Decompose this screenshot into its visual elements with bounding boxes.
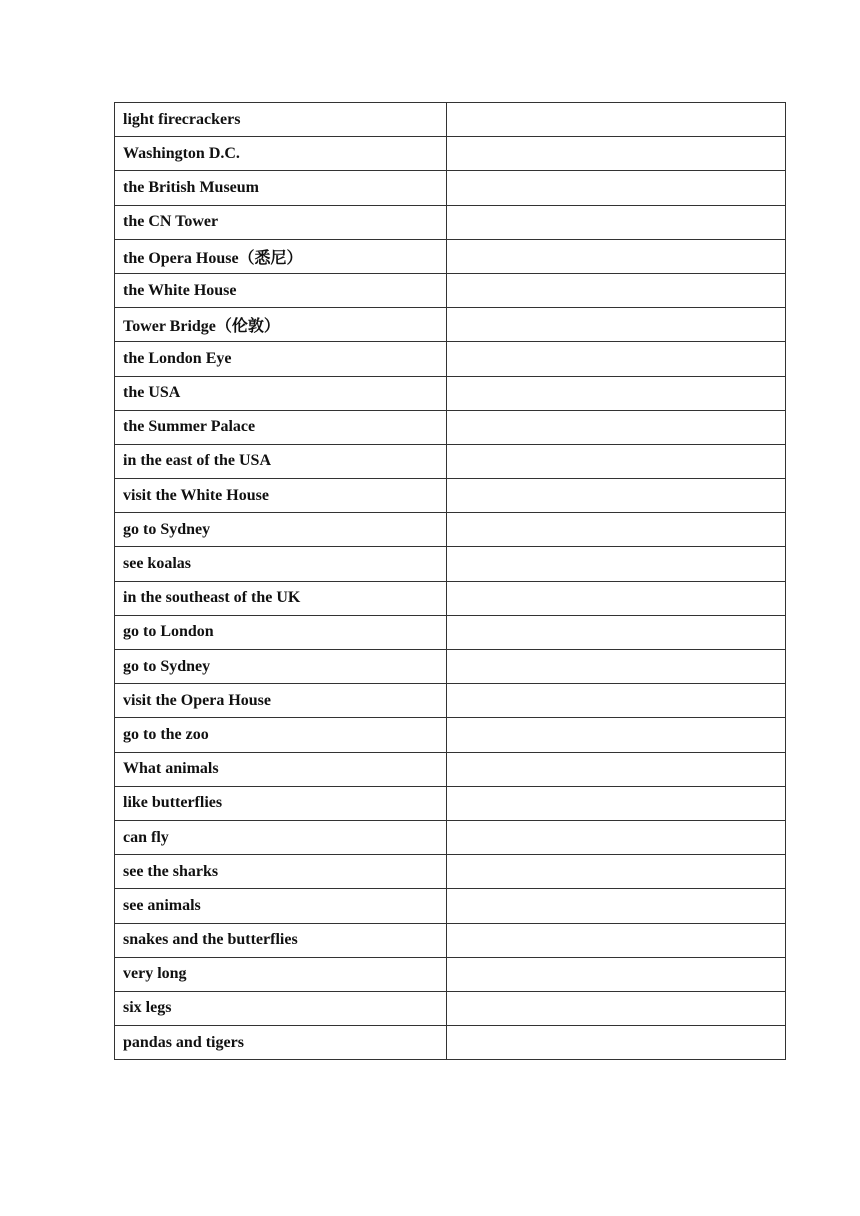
table-row: [115, 581, 786, 615]
answer-cell[interactable]: [447, 786, 786, 820]
phrase-cell: see animals: [115, 889, 447, 923]
phrase-cell: very long: [115, 957, 447, 991]
phrase-cell: go to Sydney: [115, 650, 447, 684]
answer-cell[interactable]: [447, 923, 786, 957]
phrase-cell: pandas and tigers: [115, 1026, 447, 1060]
answer-cell[interactable]: [447, 239, 786, 273]
answer-cell[interactable]: [447, 684, 786, 718]
table-row: [115, 684, 786, 718]
phrase-cell: Washington D.C.: [115, 137, 447, 171]
phrase-cell: What animals: [115, 752, 447, 786]
table-row: [115, 820, 786, 854]
answer-cell[interactable]: [447, 376, 786, 410]
phrase-cell: the Summer Palace: [115, 410, 447, 444]
answer-cell[interactable]: [447, 547, 786, 581]
phrase-cell: the USA: [115, 376, 447, 410]
phrase-cell: go to the zoo: [115, 718, 447, 752]
answer-cell[interactable]: [447, 308, 786, 342]
table-row: [115, 137, 786, 171]
phrase-cell: snakes and the butterflies: [115, 923, 447, 957]
table-row: [115, 171, 786, 205]
table-row: [115, 308, 786, 342]
phrase-cell: the London Eye: [115, 342, 447, 376]
table-row: [115, 547, 786, 581]
phrase-cell: like butterflies: [115, 786, 447, 820]
table-row: [115, 957, 786, 991]
answer-cell[interactable]: [447, 205, 786, 239]
table-row: [115, 479, 786, 513]
table-row: [115, 650, 786, 684]
table-row: [115, 786, 786, 820]
table-row: [115, 923, 786, 957]
table-row: [115, 410, 786, 444]
table-row: [115, 103, 786, 137]
phrase-cell: go to London: [115, 615, 447, 649]
answer-cell[interactable]: [447, 103, 786, 137]
phrase-cell: go to Sydney: [115, 513, 447, 547]
phrase-cell: the CN Tower: [115, 205, 447, 239]
table-row: [115, 444, 786, 478]
phrase-cell: Tower Bridge（伦敦）: [115, 308, 447, 342]
answer-cell[interactable]: [447, 171, 786, 205]
table-row: [115, 376, 786, 410]
table-row: [115, 991, 786, 1025]
table-row: [115, 513, 786, 547]
answer-cell[interactable]: [447, 718, 786, 752]
answer-cell[interactable]: [447, 820, 786, 854]
answer-cell[interactable]: [447, 889, 786, 923]
answer-cell[interactable]: [447, 855, 786, 889]
answer-cell[interactable]: [447, 410, 786, 444]
table-row: [115, 855, 786, 889]
phrase-cell: the British Museum: [115, 171, 447, 205]
answer-cell[interactable]: [447, 1026, 786, 1060]
vocabulary-table-body: [115, 103, 786, 1060]
answer-cell[interactable]: [447, 513, 786, 547]
answer-cell[interactable]: [447, 444, 786, 478]
phrase-cell: the White House: [115, 273, 447, 307]
phrase-cell: light firecrackers: [115, 103, 447, 137]
phrase-cell: in the east of the USA: [115, 444, 447, 478]
table-row: [115, 615, 786, 649]
phrase-cell: see koalas: [115, 547, 447, 581]
table-row: [115, 718, 786, 752]
answer-cell[interactable]: [447, 137, 786, 171]
table-row: [115, 239, 786, 273]
phrase-cell: see the sharks: [115, 855, 447, 889]
table-row: [115, 342, 786, 376]
phrase-cell: six legs: [115, 991, 447, 1025]
table-row: [115, 889, 786, 923]
phrase-cell: the Opera House（悉尼）: [115, 239, 447, 273]
answer-cell[interactable]: [447, 273, 786, 307]
table-row: [115, 273, 786, 307]
answer-cell[interactable]: [447, 752, 786, 786]
answer-cell[interactable]: [447, 650, 786, 684]
answer-cell[interactable]: [447, 479, 786, 513]
table-row: [115, 205, 786, 239]
phrase-cell: can fly: [115, 820, 447, 854]
answer-cell[interactable]: [447, 615, 786, 649]
answer-cell[interactable]: [447, 581, 786, 615]
phrase-cell: visit the White House: [115, 479, 447, 513]
answer-cell[interactable]: [447, 342, 786, 376]
table-row: [115, 1026, 786, 1060]
vocabulary-table: [114, 102, 786, 1060]
phrase-cell: visit the Opera House: [115, 684, 447, 718]
answer-cell[interactable]: [447, 991, 786, 1025]
answer-cell[interactable]: [447, 957, 786, 991]
phrase-cell: in the southeast of the UK: [115, 581, 447, 615]
table-row: [115, 752, 786, 786]
